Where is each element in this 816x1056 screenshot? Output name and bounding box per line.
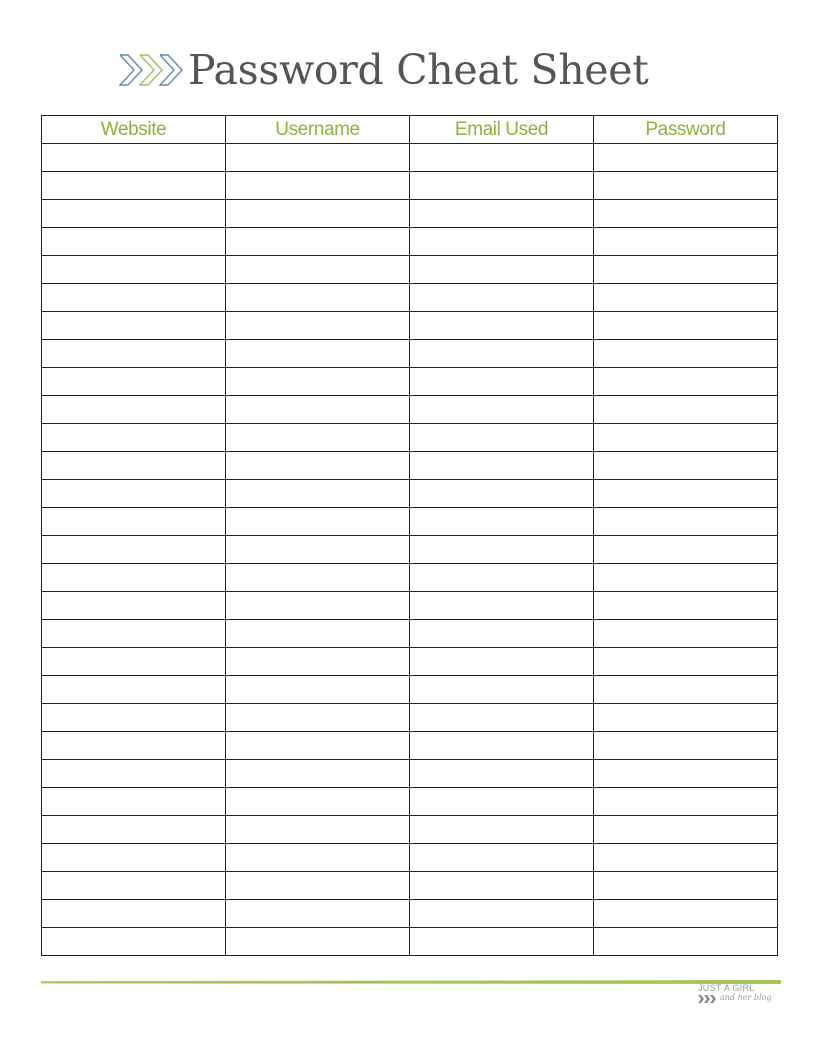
cell-email-used	[410, 732, 594, 760]
cell-email-used	[410, 256, 594, 284]
brand-name: JUST A GIRL	[698, 983, 755, 993]
table-row	[42, 928, 778, 956]
cell-password	[594, 200, 778, 228]
cell-password	[594, 564, 778, 592]
cell-password	[594, 788, 778, 816]
cell-password	[594, 844, 778, 872]
cell-website	[42, 536, 226, 564]
cell-username	[226, 284, 410, 312]
cell-username	[226, 144, 410, 172]
cell-password	[594, 676, 778, 704]
column-header-email-used: Email Used	[410, 116, 594, 144]
cell-username	[226, 480, 410, 508]
column-header-password: Password	[594, 116, 778, 144]
triple-chevron-arrow-icon	[118, 52, 186, 88]
cell-email-used	[410, 508, 594, 536]
table-row	[42, 452, 778, 480]
cell-password	[594, 704, 778, 732]
table-body	[42, 144, 778, 956]
cell-website	[42, 508, 226, 536]
cell-password	[594, 732, 778, 760]
cell-username	[226, 648, 410, 676]
page-header	[118, 44, 648, 96]
table-row	[42, 732, 778, 760]
table-header-row	[42, 116, 778, 144]
cell-username	[226, 620, 410, 648]
cell-username	[226, 760, 410, 788]
cell-website	[42, 900, 226, 928]
brand-tagline: and her blog	[720, 993, 772, 1002]
chevron-arrows-icon	[698, 995, 718, 1003]
cell-email-used	[410, 564, 594, 592]
table-row	[42, 592, 778, 620]
table-row	[42, 200, 778, 228]
column-header-username: Username	[226, 116, 410, 144]
cell-username	[226, 844, 410, 872]
table-row	[42, 424, 778, 452]
table-row	[42, 788, 778, 816]
table-row	[42, 172, 778, 200]
cell-username	[226, 900, 410, 928]
cell-email-used	[410, 648, 594, 676]
cell-email-used	[410, 844, 594, 872]
cell-website	[42, 788, 226, 816]
cell-username	[226, 592, 410, 620]
cell-website	[42, 592, 226, 620]
cell-password	[594, 284, 778, 312]
cell-username	[226, 200, 410, 228]
table-row	[42, 872, 778, 900]
cell-website	[42, 648, 226, 676]
cell-username	[226, 312, 410, 340]
cell-email-used	[410, 200, 594, 228]
cell-email-used	[410, 452, 594, 480]
cell-password	[594, 368, 778, 396]
table-row	[42, 508, 778, 536]
cell-username	[226, 452, 410, 480]
table-row	[42, 256, 778, 284]
cell-email-used	[410, 592, 594, 620]
cell-password	[594, 648, 778, 676]
cell-username	[226, 508, 410, 536]
table-row	[42, 620, 778, 648]
cell-password	[594, 452, 778, 480]
cell-username	[226, 172, 410, 200]
cell-email-used	[410, 704, 594, 732]
table-row	[42, 816, 778, 844]
cell-password	[594, 144, 778, 172]
cell-password	[594, 900, 778, 928]
cell-email-used	[410, 144, 594, 172]
cell-email-used	[410, 760, 594, 788]
table-row	[42, 228, 778, 256]
cell-password	[594, 508, 778, 536]
cell-website	[42, 256, 226, 284]
cell-website	[42, 928, 226, 956]
cell-username	[226, 872, 410, 900]
cell-email-used	[410, 872, 594, 900]
cell-email-used	[410, 676, 594, 704]
cell-password	[594, 172, 778, 200]
cell-website	[42, 844, 226, 872]
cell-password	[594, 228, 778, 256]
cell-website	[42, 200, 226, 228]
cell-website	[42, 368, 226, 396]
table-row	[42, 704, 778, 732]
cell-website	[42, 760, 226, 788]
footer-divider	[41, 980, 781, 984]
cell-website	[42, 172, 226, 200]
cell-password	[594, 340, 778, 368]
cell-website	[42, 676, 226, 704]
cell-website	[42, 340, 226, 368]
cell-website	[42, 704, 226, 732]
cell-website	[42, 312, 226, 340]
cell-email-used	[410, 340, 594, 368]
cell-website	[42, 620, 226, 648]
cell-username	[226, 816, 410, 844]
cell-website	[42, 564, 226, 592]
cell-website	[42, 480, 226, 508]
table-row	[42, 900, 778, 928]
table-row	[42, 144, 778, 172]
cell-password	[594, 256, 778, 284]
cell-username	[226, 536, 410, 564]
cell-website	[42, 452, 226, 480]
page-title: Password Cheat Sheet	[188, 45, 649, 94]
table-row	[42, 480, 778, 508]
cell-email-used	[410, 424, 594, 452]
table-row	[42, 396, 778, 424]
cell-password	[594, 424, 778, 452]
table-row	[42, 312, 778, 340]
cell-email-used	[410, 396, 594, 424]
cell-username	[226, 564, 410, 592]
cell-password	[594, 480, 778, 508]
table-row	[42, 648, 778, 676]
cell-password	[594, 928, 778, 956]
cell-password	[594, 620, 778, 648]
cell-password	[594, 872, 778, 900]
cell-email-used	[410, 368, 594, 396]
cell-email-used	[410, 620, 594, 648]
brand-logo	[698, 983, 772, 1011]
table-row	[42, 284, 778, 312]
cell-password	[594, 396, 778, 424]
cell-website	[42, 396, 226, 424]
table-row	[42, 760, 778, 788]
cell-username	[226, 396, 410, 424]
cell-password	[594, 816, 778, 844]
cell-email-used	[410, 928, 594, 956]
cell-password	[594, 312, 778, 340]
cell-password	[594, 760, 778, 788]
cell-username	[226, 788, 410, 816]
cell-email-used	[410, 172, 594, 200]
cell-email-used	[410, 312, 594, 340]
cell-website	[42, 816, 226, 844]
cell-username	[226, 704, 410, 732]
table-row	[42, 368, 778, 396]
table-row	[42, 676, 778, 704]
cell-password	[594, 536, 778, 564]
cell-password	[594, 592, 778, 620]
cell-email-used	[410, 284, 594, 312]
column-header-website: Website	[42, 116, 226, 144]
cell-email-used	[410, 788, 594, 816]
password-table	[41, 115, 778, 956]
cell-username	[226, 368, 410, 396]
cell-username	[226, 676, 410, 704]
table-row	[42, 844, 778, 872]
table-row	[42, 564, 778, 592]
cell-username	[226, 424, 410, 452]
cell-website	[42, 144, 226, 172]
cell-email-used	[410, 536, 594, 564]
cell-website	[42, 228, 226, 256]
cell-username	[226, 228, 410, 256]
cell-email-used	[410, 900, 594, 928]
cell-website	[42, 872, 226, 900]
cell-website	[42, 284, 226, 312]
cell-username	[226, 928, 410, 956]
cell-username	[226, 340, 410, 368]
cell-email-used	[410, 480, 594, 508]
cell-website	[42, 732, 226, 760]
cell-username	[226, 732, 410, 760]
cell-username	[226, 256, 410, 284]
cell-email-used	[410, 816, 594, 844]
table-row	[42, 340, 778, 368]
cell-email-used	[410, 228, 594, 256]
cell-website	[42, 424, 226, 452]
table-row	[42, 536, 778, 564]
